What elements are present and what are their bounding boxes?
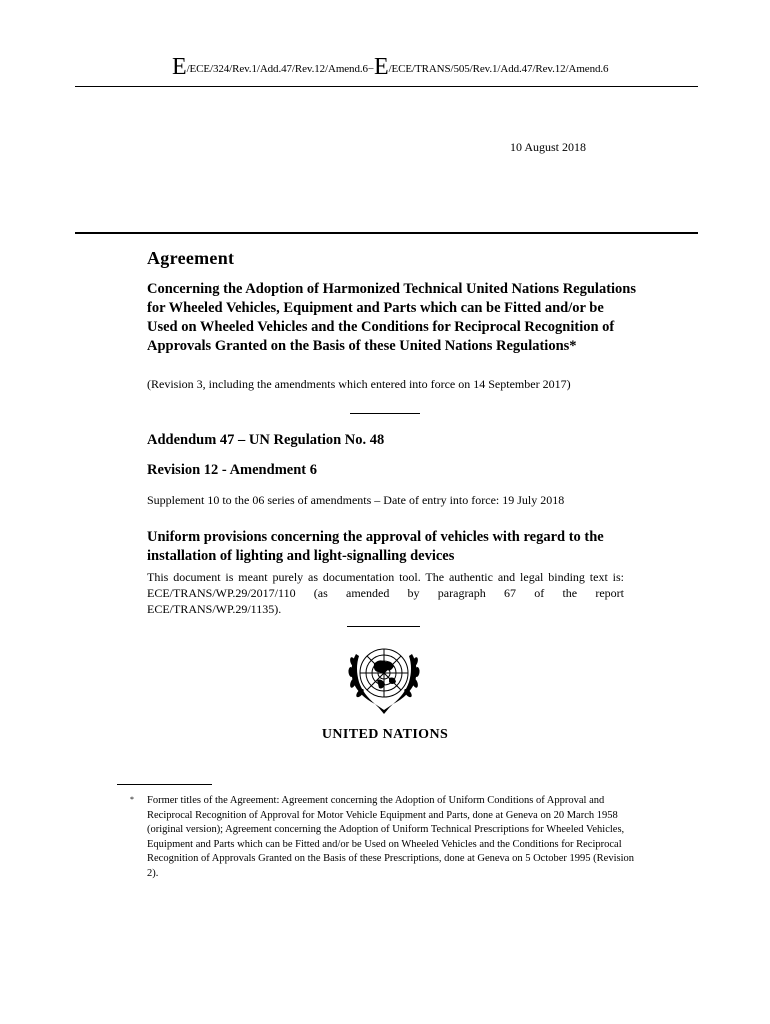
addendum-title: Addendum 47 – UN Regulation No. 48 xyxy=(147,432,385,448)
un-emblem-icon xyxy=(339,636,429,720)
document-symbol xyxy=(172,54,702,80)
document-date: 10 August 2018 xyxy=(510,140,587,154)
separator-rule-2 xyxy=(347,626,420,627)
revision-title: Revision 12 - Amendment 6 xyxy=(147,462,317,478)
symbol-text-2: /ECE/TRANS/505/Rev.1/Add.47/Rev.12/Amend.6 xyxy=(388,63,609,75)
symbol-letter-2: E xyxy=(374,54,389,80)
footnote-rule xyxy=(117,784,212,785)
disclaimer-text: This document is meant purely as documentation tool. The authentic and legal binding text is: ECE/TRANS/WP.29/2017/110 (as amended by paragraph 67 of the report ECE/TRANS/WP.29/1135). xyxy=(147,570,624,616)
footnote-text: Former titles of the Agreement: Agreement concerning the Adoption of Uniform Conditions of Approval and Reciprocal Recognition of Approval for Motor Vehicle Equipment and Parts, done at Geneva on 20 March 1958 (original version); Agreement concerning the Adoption of Uniform Technical Prescriptions for Wheeled Vehicles, Equipment and Parts which can be Fitted and/or be Used on Wheeled Vehicles and the Conditions for Reciprocal Recognition of Approvals Granted on the Basis of these Prescriptions, done at Geneva on 5 October 1995 (Revision 2). xyxy=(147,795,634,879)
header-rule xyxy=(75,86,698,87)
separator-rule xyxy=(350,413,420,414)
organization-name: UNITED NATIONS xyxy=(321,727,449,742)
symbol-text-1: /ECE/324/Rev.1/Add.47/Rev.12/Amend.6− xyxy=(186,63,375,75)
concerning-title: Concerning the Adoption of Harmonized Technical United Nations Regulations for Wheeled Vehicles, Equipment and Parts which can be Fitted and/or be Used on Wheeled Vehicles and the Conditions for Reciprocal Recognition of Approvals Granted on the Basis of these United Nations Regulations* xyxy=(147,281,637,354)
symbol-letter-1: E xyxy=(172,54,187,80)
uniform-provisions-title: Uniform provisions concerning the approval of vehicles with regard to the installation of lighting and light-signalling devices xyxy=(147,529,604,564)
agreement-title: Agreement xyxy=(147,248,235,268)
revision-note: (Revision 3, including the amendments which entered into force on 14 September 2017) xyxy=(147,377,571,391)
title-rule xyxy=(75,232,698,234)
footnote-marker: * xyxy=(130,795,134,804)
supplement-note: Supplement 10 to the 06 series of amendments – Date of entry into force: 19 July 2018 xyxy=(147,493,565,507)
